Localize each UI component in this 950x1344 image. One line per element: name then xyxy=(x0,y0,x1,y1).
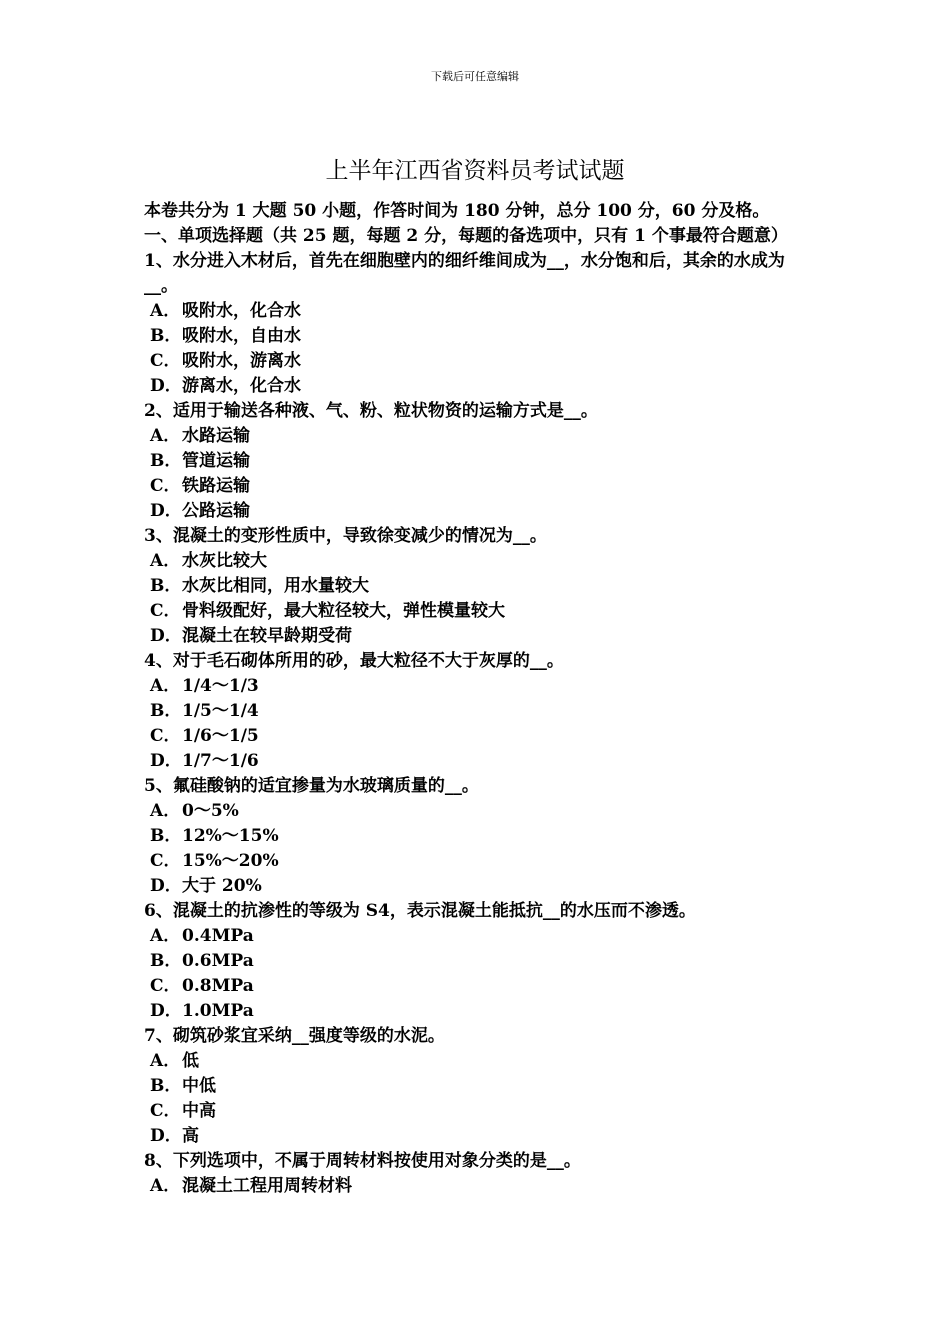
option-text: 水灰比较大 xyxy=(182,551,267,571)
option-text: 12%～15% xyxy=(182,826,279,846)
question-stem: 2、适用于输送各种液、气、粉、粒状物资的运输方式是__。 xyxy=(144,401,598,421)
answer-option xyxy=(144,549,812,574)
answer-option xyxy=(144,349,812,374)
answer-option xyxy=(144,449,812,474)
option-letter: C． xyxy=(150,476,181,496)
answer-option xyxy=(144,949,812,974)
option-text: 游离水，化合水 xyxy=(182,376,301,396)
option-text: 低 xyxy=(182,1051,199,1071)
option-text: 0～5% xyxy=(182,801,239,821)
option-letter: C． xyxy=(150,601,181,621)
question-stem: 5、氟硅酸钠的适宜掺量为水玻璃质量的__。 xyxy=(144,776,479,796)
answer-option xyxy=(144,874,812,899)
option-text: 管道运输 xyxy=(182,451,250,471)
option-text: 1/7～1/6 xyxy=(182,751,259,771)
option-letter: D． xyxy=(150,1001,182,1021)
question-stem: 3、混凝土的变形性质中，导致徐变减少的情况为__。 xyxy=(144,526,547,546)
question-stem: 1、水分进入木材后，首先在细胞壁内的细纤维间成为__，水分饱和后，其余的水成为__。 xyxy=(144,251,785,296)
option-letter: D． xyxy=(150,501,182,521)
answer-option xyxy=(144,474,812,499)
question-block xyxy=(144,1024,812,1149)
document-body xyxy=(144,199,812,1199)
option-letter: C． xyxy=(150,1101,181,1121)
option-letter: A． xyxy=(150,926,181,946)
answer-option xyxy=(144,1174,812,1199)
question-block xyxy=(144,774,812,899)
option-text: 高 xyxy=(182,1126,199,1146)
question-block xyxy=(144,524,812,649)
answer-option xyxy=(144,624,812,649)
answer-option xyxy=(144,324,812,349)
option-letter: B． xyxy=(150,826,182,846)
answer-option xyxy=(144,574,812,599)
option-text: 公路运输 xyxy=(182,501,250,521)
option-text: 0.8MPa xyxy=(182,976,254,996)
option-text: 0.6MPa xyxy=(182,951,254,971)
exam-intro: 本卷共分为 1 大题 50 小题，作答时间为 180 分钟，总分 100 分，60 分及格。 xyxy=(144,201,770,221)
answer-option xyxy=(144,974,812,999)
option-letter: B． xyxy=(150,701,182,721)
question-stem: 8、下列选项中，不属于周转材料按使用对象分类的是__。 xyxy=(144,1151,581,1171)
question-block xyxy=(144,249,812,399)
question-block xyxy=(144,649,812,774)
option-letter: B． xyxy=(150,326,182,346)
option-letter: A． xyxy=(150,426,181,446)
document-title: 上半年江西省资料员考试试题 xyxy=(325,158,625,184)
question-stem: 6、混凝土的抗渗性的等级为 S4，表示混凝土能抵抗__的水压而不渗透。 xyxy=(144,901,696,921)
answer-option xyxy=(144,749,812,774)
answer-option xyxy=(144,1099,812,1124)
option-text: 水路运输 xyxy=(182,426,250,446)
option-text: 15%～20% xyxy=(182,851,279,871)
answer-option xyxy=(144,999,812,1024)
option-text: 混凝土工程用周转材料 xyxy=(182,1176,352,1196)
option-text: 吸附水，游离水 xyxy=(182,351,301,371)
option-letter: A． xyxy=(150,1051,181,1071)
question-stem: 7、砌筑砂浆宜采纳__强度等级的水泥。 xyxy=(144,1026,445,1046)
option-letter: A． xyxy=(150,676,181,696)
option-text: 铁路运输 xyxy=(182,476,250,496)
answer-option xyxy=(144,724,812,749)
answer-option xyxy=(144,1049,812,1074)
option-letter: B． xyxy=(150,951,182,971)
option-text: 大于 20% xyxy=(182,876,262,896)
section-heading: 一、单项选择题（共 25 题，每题 2 分，每题的备选项中，只有 1 个事最符合题意） xyxy=(144,226,788,246)
answer-option xyxy=(144,699,812,724)
option-letter: B． xyxy=(150,1076,182,1096)
option-text: 1/6～1/5 xyxy=(182,726,259,746)
answer-option xyxy=(144,924,812,949)
answer-option xyxy=(144,499,812,524)
option-letter: C． xyxy=(150,726,181,746)
option-letter: D． xyxy=(150,876,182,896)
answer-option xyxy=(144,1074,812,1099)
option-text: 0.4MPa xyxy=(182,926,254,946)
answer-option xyxy=(144,824,812,849)
option-letter: C． xyxy=(150,351,181,371)
option-text: 水灰比相同，用水量较大 xyxy=(182,576,369,596)
option-text: 吸附水，自由水 xyxy=(182,326,301,346)
option-letter: C． xyxy=(150,976,181,996)
option-text: 1.0MPa xyxy=(182,1001,254,1021)
option-letter: D． xyxy=(150,376,182,396)
question-block xyxy=(144,1149,812,1199)
option-letter: D． xyxy=(150,1126,182,1146)
answer-option xyxy=(144,299,812,324)
option-letter: A． xyxy=(150,301,181,321)
question-block xyxy=(144,899,812,1024)
page-header-note: 下载后可任意编辑 xyxy=(431,70,519,83)
option-text: 中低 xyxy=(182,1076,216,1096)
option-letter: D． xyxy=(150,626,182,646)
answer-option xyxy=(144,849,812,874)
option-letter: A． xyxy=(150,551,181,571)
option-letter: D． xyxy=(150,751,182,771)
option-text: 骨料级配好，最大粒径较大，弹性模量较大 xyxy=(182,601,505,621)
answer-option xyxy=(144,599,812,624)
option-text: 1/4～1/3 xyxy=(182,676,259,696)
option-text: 1/5～1/4 xyxy=(182,701,259,721)
option-text: 中高 xyxy=(182,1101,216,1121)
question-stem: 4、对于毛石砌体所用的砂，最大粒径不大于灰厚的__。 xyxy=(144,651,564,671)
option-letter: C． xyxy=(150,851,181,871)
option-letter: B． xyxy=(150,451,182,471)
answer-option xyxy=(144,1124,812,1149)
answer-option xyxy=(144,424,812,449)
answer-option xyxy=(144,674,812,699)
answer-option xyxy=(144,799,812,824)
option-letter: A． xyxy=(150,801,181,821)
option-letter: B． xyxy=(150,576,182,596)
answer-option xyxy=(144,374,812,399)
option-letter: A． xyxy=(150,1176,181,1196)
option-text: 吸附水，化合水 xyxy=(182,301,301,321)
question-block xyxy=(144,399,812,524)
question-list xyxy=(144,249,812,1199)
option-text: 混凝土在较早龄期受荷 xyxy=(182,626,352,646)
